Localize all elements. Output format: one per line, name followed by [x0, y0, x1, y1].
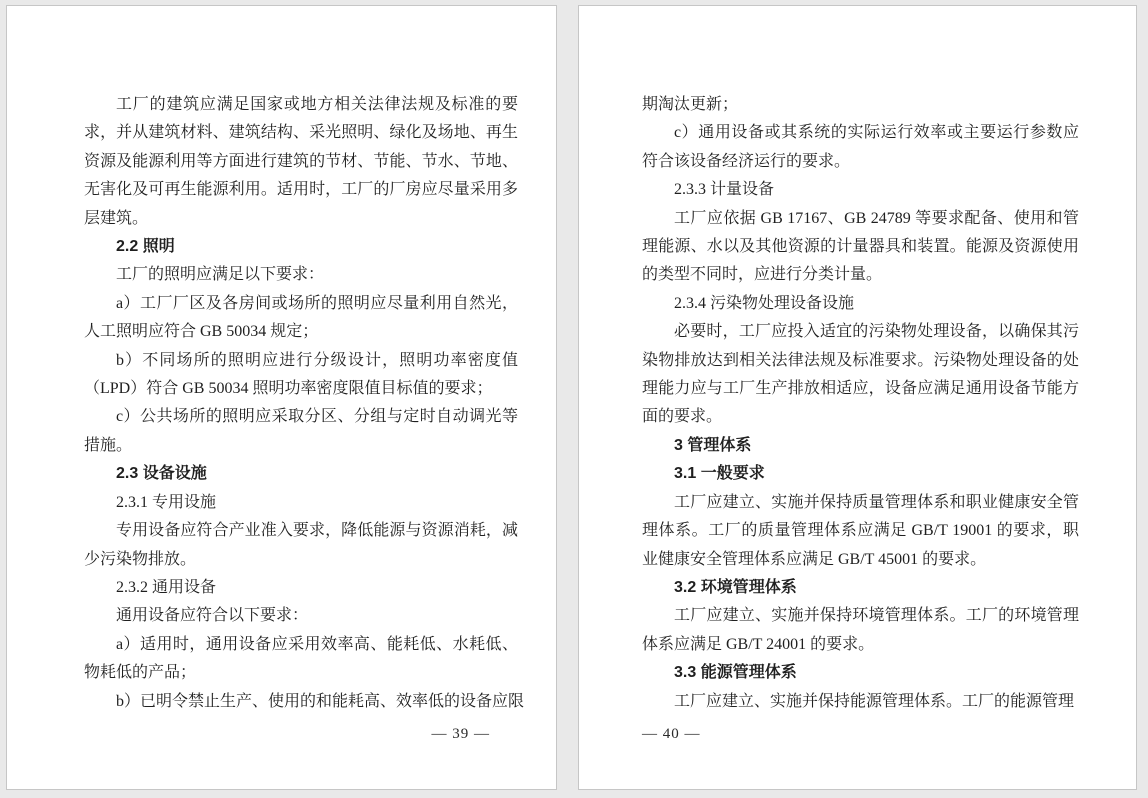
- paragraph: 工厂应建立、实施并保持能源管理体系。工厂的能源管理: [674, 692, 1075, 710]
- page-39: [6, 5, 557, 790]
- paragraph: 工厂应建立、实施并保持质量管理体系和职业健康安全管理体系。工厂的质量管理体系应满足 GB/T 19001 的要求，职业健康安全管理体系应满足 GB/T 45001 的要求。: [642, 493, 1079, 568]
- paragraph: 2.3.3 计量设备: [674, 181, 775, 199]
- paragraph: 工厂的照明应满足以下要求：: [116, 266, 325, 284]
- paragraph: 工厂应依据 GB 17167、GB 24789 等要求配备、使用和管理能源、水以及其他资源的计量器具和装置。能源及资源使用的类型不同时，应进行分类计量。: [642, 209, 1079, 284]
- paragraph: 必要时，工厂应投入适宜的污染物处理设备，以确保其污染物排放达到相关法律法规及标准要求。污染物处理设备的处理能力应与工厂生产排放相适应，设备应满足通用设备节能方面的要求。: [642, 323, 1079, 426]
- paragraph: c）公共场所的照明应采取分区、分组与定时自动调光等措施。: [84, 408, 518, 454]
- paragraph: a）适用时，通用设备应采用效率高、能耗低、水耗低、物耗低的产品；: [84, 635, 518, 682]
- paragraph: 工厂的建筑应满足国家或地方相关法律法规及标准的要求，并从建筑材料、建筑结构、采光照明、绿化及场地、再生资源及能源利用等方面进行建筑的节材、节能、节水、节地、无害化及可再生能源利用。适用时，工厂的厂房应尽量采用多层建筑。: [84, 96, 518, 227]
- section-heading: 3.1 一般要求: [674, 465, 765, 483]
- page-39-body: [84, 91, 525, 716]
- page-40: [578, 5, 1137, 790]
- paragraph: 2.3.2 通用设备: [116, 578, 217, 596]
- page-number-39: — 39 —: [431, 726, 490, 742]
- section-heading: 3.2 环境管理体系: [674, 578, 797, 596]
- section-heading: 2.3 设备设施: [116, 465, 207, 483]
- paragraph: a）工厂厂区及各房间或场所的照明应尽量利用自然光，人工照明应符合 GB 50034 规定；: [84, 294, 518, 341]
- page-40-body: [642, 91, 1079, 716]
- paragraph: c）通用设备或其系统的实际运行效率或主要运行参数应符合该设备经济运行的要求。: [642, 124, 1079, 170]
- paragraph: b）已明令禁止生产、使用的和能耗高、效率低的设备应限: [116, 692, 525, 710]
- paragraph: 通用设备应符合以下要求：: [116, 607, 309, 625]
- page-number-40: — 40 —: [642, 726, 701, 742]
- section-heading: 3 管理体系: [674, 436, 752, 454]
- paragraph: 2.3.4 污染物处理设备设施: [674, 294, 855, 312]
- paragraph: 期淘汰更新；: [642, 96, 739, 113]
- paragraph: 2.3.1 专用设施: [116, 493, 217, 511]
- paragraph: b）不同场所的照明应进行分级设计，照明功率密度值（LPD）符合 GB 50034 照明功率密度限值目标值的要求；: [84, 351, 518, 398]
- section-heading: 2.2 照明: [116, 238, 175, 256]
- paragraph: 专用设备应符合产业准入要求，降低能源与资源消耗，减少污染物排放。: [84, 522, 518, 568]
- paragraph: 工厂应建立、实施并保持环境管理体系。工厂的环境管理体系应满足 GB/T 24001 的要求。: [642, 607, 1079, 653]
- section-heading: 3.3 能源管理体系: [674, 664, 797, 682]
